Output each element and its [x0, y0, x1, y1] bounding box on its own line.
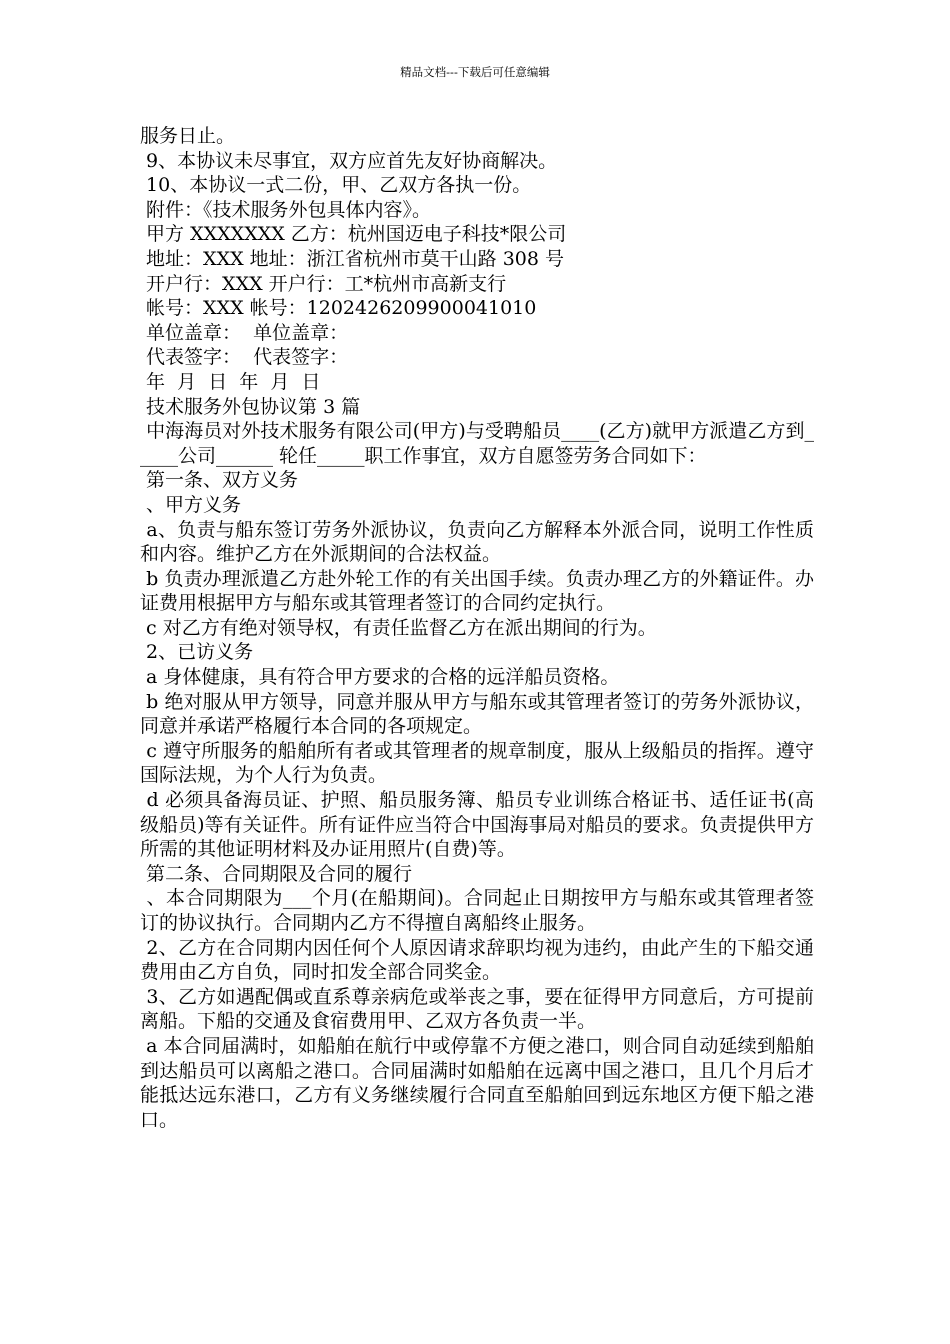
paragraph: 2、已访义务: [140, 641, 254, 664]
paragraph: 第二条、合同期限及合同的履行: [140, 862, 413, 885]
paragraph: 代表签字： 代表签字：: [140, 346, 349, 369]
paragraph: 甲方 XXXXXXX 乙方：杭州国迈电子科技*限公司: [140, 223, 567, 246]
paragraph: b 负责办理派遣乙方赴外轮工作的有关出国手续。负责办理乙方的外籍证件。办证费用根据甲方与船东或其管理者签订的合同约定执行。: [140, 567, 814, 615]
paragraph: 单位盖章： 单位盖章：: [140, 321, 349, 344]
paragraph: c 遵守所服务的船舶所有者或其管理者的规章制度，服从上级船员的指挥。遵守国际法规，为个人行为负责。: [140, 739, 815, 787]
paragraph: 服务日止。: [140, 125, 236, 147]
paragraph: d 必须具备海员证、护照、船员服务簿、船员专业训练合格证书、适任证书(高级船员)等有关证件。所有证件应当符合中国海事局对船员的要求。负责提供甲方所需的其他证明材料及办证用照片(自费)等。: [140, 789, 814, 861]
paragraph: 技术服务外包协议第 3 篇: [140, 395, 361, 418]
paragraph: c 对乙方有绝对领导权，有责任监督乙方在派出期间的行为。: [140, 616, 657, 639]
paragraph: a 本合同届满时，如船舶在航行中或停靠不方便之港口，则合同自动延续到船舶到达船员可以离船之港口。合同届满时如船舶在远离中国之港口，且几个月后才能抵达远东港口，乙方有义务继续履行合同直至船舶回到远东地区方便下船之港口。: [140, 1034, 814, 1131]
paragraph: 年 月 日 年 月 日: [140, 370, 321, 393]
paragraph: 地址：XXX 地址：浙江省杭州市莫干山路 308 号: [140, 247, 565, 270]
paragraph: a、负责与船东签订劳务外派协议，负责向乙方解释本外派合同，说明工作性质和内容。维护乙方在外派期间的合法权益。: [140, 518, 814, 566]
paragraph: 第一条、双方义务: [140, 469, 299, 492]
page-header: 精品文档---下载后可任意编辑: [400, 65, 550, 79]
paragraph: b 绝对服从甲方领导，同意并服从甲方与船东或其管理者签订的劳务外派协议，同意并承诺严格履行本合同的各项规定。: [140, 690, 814, 738]
paragraph: 中海海员对外技术服务有限公司(甲方)与受聘船员____(乙方)就甲方派遣乙方到_____公司______ 轮任_____职工作事宜，双方自愿签劳务合同如下：: [140, 420, 814, 467]
paragraph: 3、乙方如遇配偶或直系尊亲病危或举丧之事，要在征得甲方同意后，方可提前离船。下船的交通及食宿费用甲、乙双方各负责一半。: [140, 985, 814, 1033]
paragraph: 2、乙方在合同期内因任何个人原因请求辞职均视为违约，由此产生的下船交通费用由乙方自负，同时扣发全部合同奖金。: [140, 936, 814, 984]
document-body: [140, 124, 814, 1132]
paragraph: 、本合同期限为___个月(在船期间)。合同起止日期按甲方与船东或其管理者签订的协议执行。合同期内乙方不得擅自离船终止服务。: [140, 887, 814, 934]
paragraph: 帐号：XXX 帐号：1202426209900041010: [140, 297, 537, 320]
paragraph: a 身体健康，具有符合甲方要求的合格的远洋船员资格。: [140, 666, 620, 689]
paragraph: 附件：《技术服务外包具体内容》。: [140, 198, 432, 221]
paragraph: 、甲方义务: [140, 493, 242, 516]
paragraph: 9、本协议未尽事宜，双方应首先友好协商解决。: [140, 149, 558, 172]
paragraph: 开户行：XXX 开户行：工*杭州市高新支行: [140, 272, 507, 295]
paragraph: 10、本协议一式二份，甲、乙双方各执一份。: [140, 174, 532, 197]
